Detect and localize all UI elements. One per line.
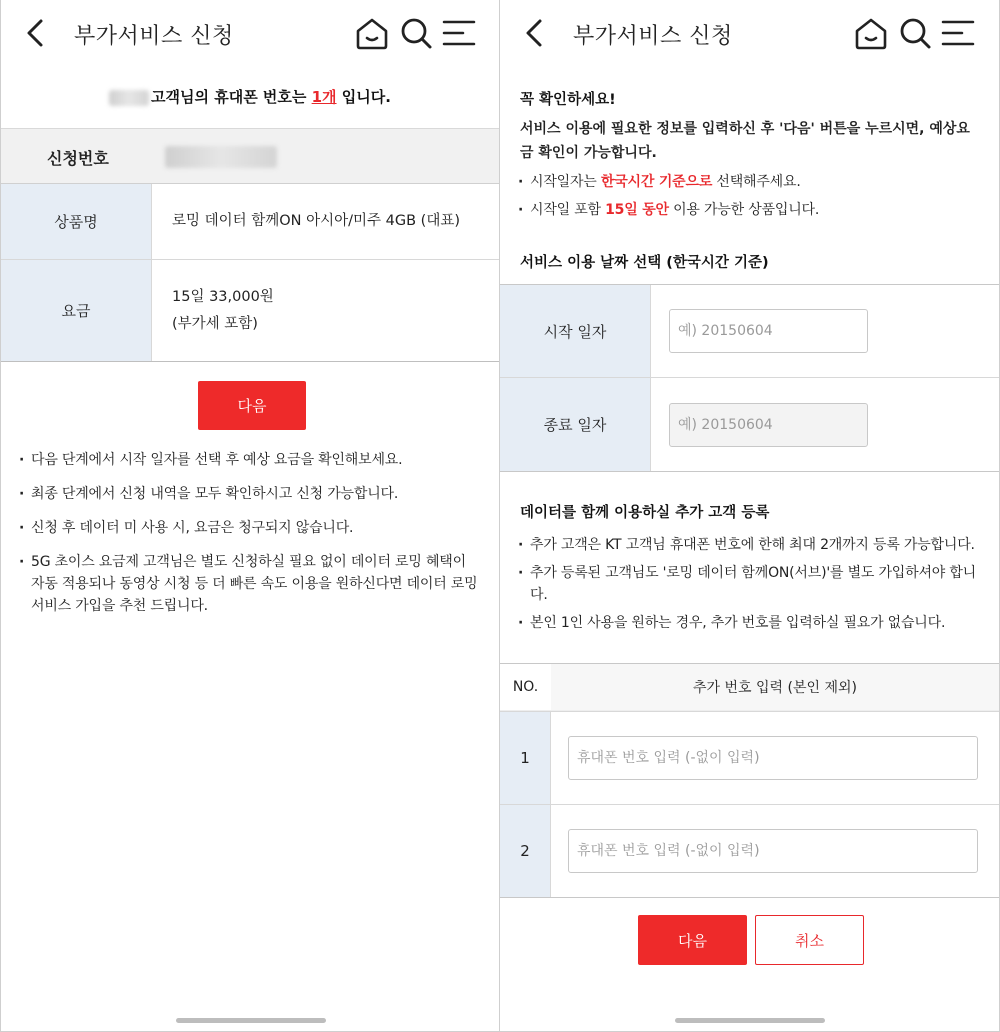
bullet-item: · 추가 고객은 KT 고객님 휴대폰 번호에 한해 최대 2개까지 등록 가능합니다. [518,534,985,556]
notice-suffix: 입니다. [336,88,391,106]
add-customer-title: 데이터를 함께 이용하실 추가 고객 등록 [520,505,770,521]
fee-amount: 15일 33,000원 [172,288,274,305]
app-header [1,0,499,66]
row-number: 1 [500,712,551,804]
add-customer-bullets [518,534,985,640]
home-indicator [176,1018,326,1023]
fee-value [152,260,499,361]
check-bullets [518,171,985,227]
bullet-item: · 시작일 포함 15일 동안 이용 가능한 상품입니다. [518,199,985,221]
table-row [500,711,999,804]
search-icon[interactable] [398,14,434,52]
bullet-item: · 본인 1인 사용을 원하는 경우, 추가 번호를 입력하실 필요가 없습니다. [518,612,985,634]
additional-number-table [500,663,999,898]
screen-right [500,0,1000,1032]
info-bullets [19,449,483,629]
product-row [1,184,499,260]
start-date-row [500,285,999,378]
home-icon[interactable] [853,14,889,52]
bullet-item: · 다음 단계에서 시작 일자를 선택 후 예상 요금을 확인해보세요. [19,449,483,471]
blurred-name [109,90,149,106]
date-section-title: 서비스 이용 날짜 선택 (한국시간 기준) [520,255,769,271]
fee-row [1,260,499,361]
table-header [500,664,999,711]
product-label: 상품명 [1,184,152,259]
notice-text: 고객님의 휴대폰 번호는 [151,88,312,106]
app-header [500,0,999,66]
home-indicator [675,1018,825,1023]
bullet-item: · 최종 단계에서 신청 내역을 모두 확인하시고 신청 가능합니다. [19,483,483,505]
product-info-table [1,184,499,362]
blurred-application-number [165,146,277,168]
back-icon[interactable] [522,18,548,48]
bullet-item: · 시작일자는 한국시간 기준으로 선택해주세요. [518,171,985,193]
application-number-row [1,128,499,184]
menu-icon[interactable] [940,14,976,52]
end-date-input[interactable] [669,403,868,447]
column-no: NO. [512,679,539,695]
page-title: 부가서비스 신청 [573,24,733,49]
bullet-item: · 추가 등록된 고객님도 '로밍 데이터 함께ON(서브)'를 별도 가입하셔야 합니다. [518,562,985,606]
check-paragraph: 서비스 이용에 필요한 정보를 입력하신 후 '다음' 버튼을 누르시면, 예상요금 확인이 가능합니다. [520,121,970,161]
bullet-item: · 신청 후 데이터 미 사용 시, 요금은 청구되지 않습니다. [19,517,483,539]
date-select-table [500,284,999,472]
product-value: 로밍 데이터 함께ON 아시아/미주 4GB (대표) [172,213,461,229]
end-date-row [500,378,999,471]
bullet-item: · 5G 초이스 요금제 고객님은 별도 신청하실 필요 없이 데이터 로밍 혜택이 자동 적용되나 동영상 시청 등 더 빠른 속도 이용을 원하신다면 데이터 로밍 서비스 가입을 추천 드립니다. [19,551,483,617]
phone-count-notice [1,86,499,107]
next-button[interactable]: 다음 [198,381,306,430]
menu-icon[interactable] [441,14,477,52]
application-number-label: 신청번호 [47,149,109,168]
column-number-input: 추가 번호 입력 (본인 제외) [551,664,999,710]
phone-number-input-2[interactable] [568,829,978,873]
search-icon[interactable] [897,14,933,52]
cancel-button[interactable]: 취소 [755,915,864,965]
start-date-input[interactable] [669,309,868,353]
fee-vat-note: (부가세 포함) [172,315,258,332]
phone-number-input-1[interactable] [568,736,978,780]
end-date-label: 종료 일자 [500,378,651,471]
next-button[interactable]: 다음 [638,915,747,965]
back-icon[interactable] [23,18,49,48]
home-icon[interactable] [354,14,390,52]
page-title: 부가서비스 신청 [74,24,234,49]
check-title: 꼭 확인하세요! [520,92,616,108]
fee-label: 요금 [1,260,152,361]
row-number: 2 [500,805,551,897]
start-date-label: 시작 일자 [500,285,651,377]
phone-count-link[interactable]: 1개 [311,88,337,106]
table-row [500,804,999,897]
